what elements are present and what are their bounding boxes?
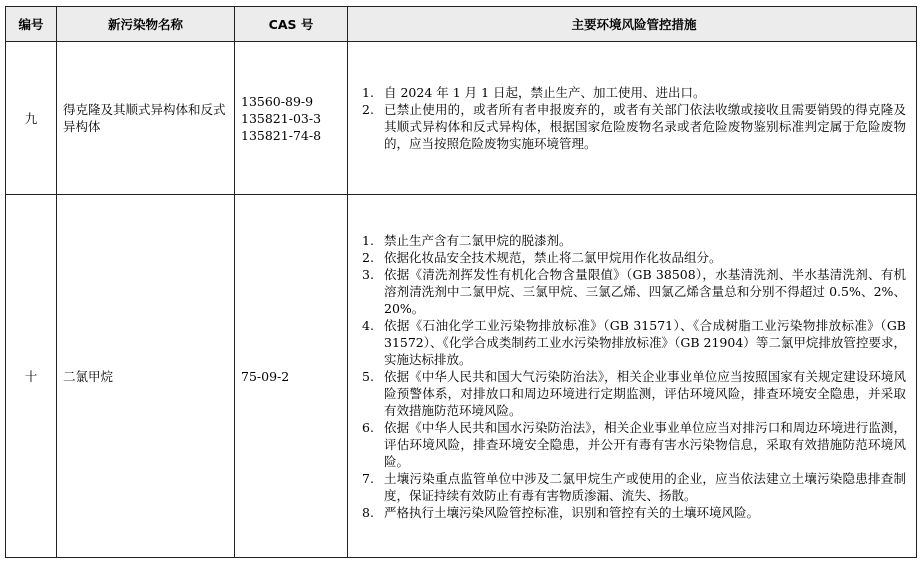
measure-num: 6. — [362, 419, 374, 435]
row-measures — [348, 42, 917, 195]
measure-item — [362, 249, 906, 266]
measure-num: 1. — [362, 232, 374, 248]
measure-item — [362, 419, 906, 470]
header-row — [6, 7, 917, 42]
measure-text: 禁止生产含有二氯甲烷的脱漆剂。 — [384, 232, 572, 248]
row-no: 九 — [6, 42, 57, 195]
cas-number: 13560-89-9 — [241, 93, 314, 109]
table-row — [6, 42, 917, 195]
measure-text: 依据《清洗剂挥发性有机化合物含量限值》（GB 38508），水基清洗剂、半水基清洗剂、有机溶剂清洗剂中二氯甲烷、三氯甲烷、三氯乙烯、四氯乙烯含量总和分别不得超过 0.5%、2%、20%。 — [384, 266, 906, 316]
measure-text: 已禁止使用的，或者所有者申报废弃的，或者有关部门依法收缴或接收且需要销毁的得克隆及其顺式异构体和反式异构体，根据国家危险废物名录或者危险废物鉴别标准判定属于危险废物的，应当按照危险废物实施环境管理。 — [384, 102, 906, 151]
measure-list — [362, 232, 906, 521]
cas-number: 75-09-2 — [241, 368, 290, 384]
row-no: 十 — [6, 195, 57, 558]
measure-item — [362, 266, 906, 317]
measure-num: 2. — [362, 249, 374, 265]
measure-item — [362, 101, 906, 152]
measure-num: 7. — [362, 470, 374, 486]
measure-item — [362, 317, 906, 368]
measure-text: 依据化妆品安全技术规范，禁止将二氯甲烷用作化妆品组分。 — [384, 249, 722, 265]
measure-num: 3. — [362, 266, 374, 282]
measure-num: 1. — [362, 85, 374, 100]
table-row — [6, 195, 917, 558]
measure-num: 8. — [362, 504, 374, 520]
header-cas: CAS 号 — [235, 7, 348, 42]
measure-text: 土壤污染重点监管单位中涉及二氯甲烷生产或使用的企业，应当依法建立土壤污染隐患排查制度，保证持续有效防止有毒有害物质渗漏、流失、扬散。 — [384, 470, 906, 503]
measure-text: 依据《中华人民共和国水污染防治法》，相关企业事业单位应当对排污口和周边环境进行监测，评估环境风险，排查环境安全隐患，并公开有毒有害水污染物信息，采取有效措施防范环境风险。 — [384, 419, 906, 469]
row-cas — [235, 195, 348, 558]
measure-item — [362, 470, 906, 504]
measure-num: 2. — [362, 102, 374, 117]
header-measures: 主要环境风险管控措施 — [348, 7, 917, 42]
header-name: 新污染物名称 — [57, 7, 235, 42]
measure-item — [362, 504, 906, 521]
measure-text: 严格执行土壤污染风险管控标准，识别和管控有关的土壤环境风险。 — [384, 504, 760, 520]
row-name: 得克隆及其顺式异构体和反式异构体 — [57, 42, 235, 195]
measure-item — [362, 84, 906, 101]
measure-item — [362, 232, 906, 249]
cas-number: 135821-74-8 — [241, 127, 322, 143]
row-cas — [235, 42, 348, 195]
header-no: 编号 — [6, 7, 57, 42]
row-measures — [348, 195, 917, 558]
measure-text: 依据《中华人民共和国大气污染防治法》，相关企业事业单位应当按照国家有关规定建设环境风险预警体系，对排放口和周边环境进行定期监测，评估环境风险，排查环境安全隐患，并采取有效措施防范环境风险。 — [384, 368, 906, 418]
measure-text: 自 2024 年 1 月 1 日起，禁止生产、加工使用、进出口。 — [384, 85, 706, 100]
measure-num: 4. — [362, 317, 374, 333]
pollutant-table — [5, 6, 917, 558]
measure-list — [362, 84, 906, 152]
measure-item — [362, 368, 906, 419]
measure-num: 5. — [362, 368, 374, 384]
row-name: 二氯甲烷 — [57, 195, 235, 558]
cas-number: 135821-03-3 — [241, 110, 322, 126]
measure-text: 依据《石油化学工业污染物排放标准》（GB 31571）、《合成树脂工业污染物排放标准》（GB 31572）、《化学合成类制药工业水污染物排放标准》（GB 21904）等二氯甲烷排放管控要求，实施达标排放。 — [384, 317, 906, 367]
